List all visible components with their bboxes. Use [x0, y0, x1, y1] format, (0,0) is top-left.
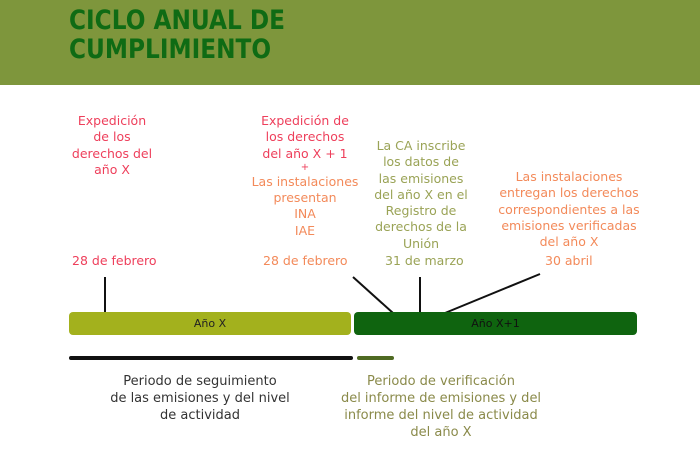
- event-text-line: correspondientes a las: [498, 201, 640, 217]
- period-text-seguimiento: [90, 373, 310, 424]
- event-text-line: Unión: [402, 235, 440, 251]
- event-text-line: del año X en el: [374, 186, 468, 202]
- event-text-line: derechos de la: [375, 219, 467, 235]
- event-date-3: 31 de marzo: [385, 253, 464, 268]
- plus-sign: +: [300, 161, 310, 173]
- event-text-line: Expedición: [77, 113, 147, 128]
- event-text-line: las emisiones: [378, 170, 464, 186]
- event-text-line: presentan: [273, 190, 337, 206]
- connector-line-4: [445, 274, 540, 313]
- period-text-verificacion: [330, 373, 552, 441]
- period-text-line: de las emisiones y del nivel: [110, 391, 290, 406]
- period-text-line: del año X: [410, 425, 472, 440]
- period-text-line: Periodo de verificación: [367, 374, 515, 389]
- title-line-1: CICLO ANUAL DE: [69, 5, 286, 36]
- event-text-line: año X: [94, 161, 130, 177]
- event-text-line: del año X + 1: [262, 145, 348, 161]
- event-text-line: derechos del: [71, 145, 153, 161]
- event-date-1: 28 de febrero: [72, 253, 157, 268]
- event-date-2: 28 de febrero: [263, 253, 348, 268]
- event-text-line: Las instalaciones: [515, 169, 623, 184]
- event-date-4: 30 abril: [545, 253, 593, 268]
- event-text-line: los datos de: [383, 154, 459, 170]
- bar-label: Año X+1: [471, 317, 520, 330]
- period-line-verificacion: [357, 356, 394, 360]
- connector-line-2: [353, 277, 393, 313]
- period-line-seguimiento: [69, 356, 353, 360]
- event-text-line: emisiones verificadas: [501, 217, 637, 233]
- event-text-line: de los: [93, 129, 131, 145]
- event-text-line: IAE: [294, 222, 316, 238]
- event-text-line: Las instalaciones: [251, 173, 359, 189]
- event-text-line: La CA inscribe: [376, 138, 466, 153]
- bar-label: Año X: [193, 317, 227, 330]
- period-text-line: informe del nivel de actividad: [344, 408, 538, 423]
- event-text-line: Registro de: [385, 203, 457, 219]
- event-text-line: INA: [294, 206, 316, 222]
- title-line-2: CUMPLIMIENTO: [69, 34, 272, 65]
- event-text-line: Expedición de: [261, 113, 349, 128]
- event-text-line: del año X: [539, 234, 599, 250]
- event-text-line: los derechos: [265, 129, 345, 145]
- timeline-bar-ano-x: [69, 312, 351, 335]
- period-text-line: de actividad: [160, 408, 240, 423]
- period-text-line: Periodo de seguimiento: [123, 374, 277, 389]
- event-text-line: entregan los derechos: [499, 185, 639, 201]
- period-text-line: del informe de emisiones y del: [340, 391, 542, 406]
- timeline-bar-ano-x1: [354, 312, 637, 335]
